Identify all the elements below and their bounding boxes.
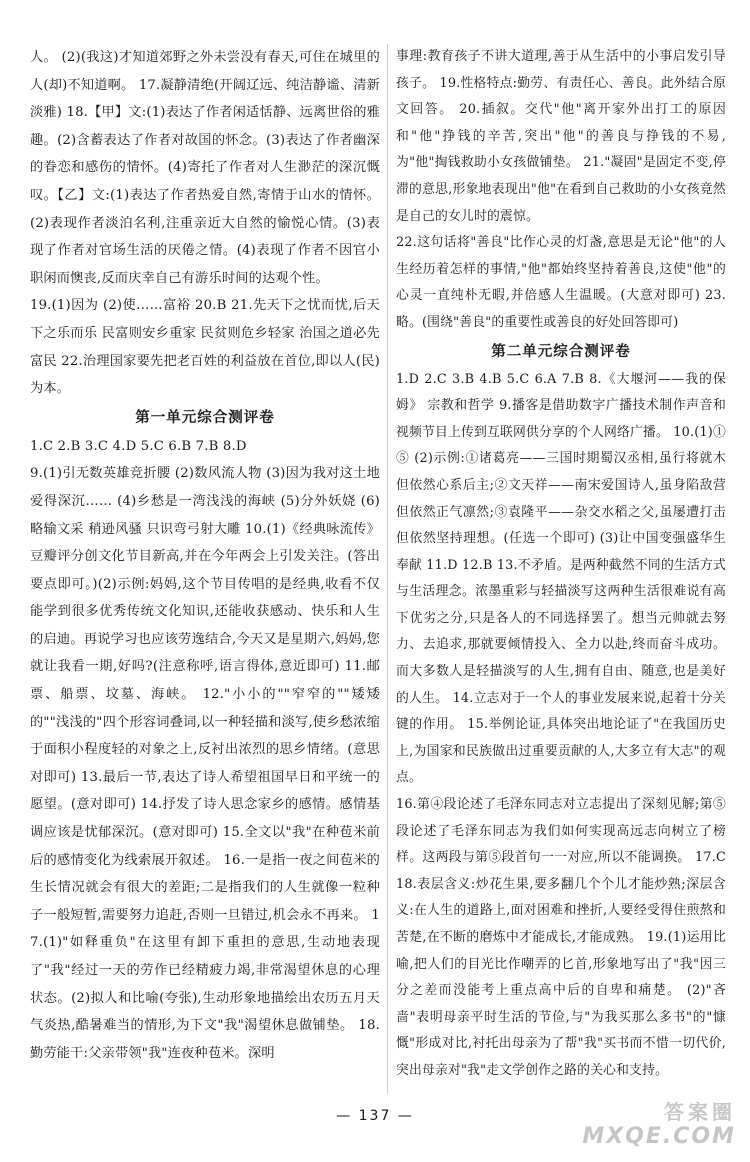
- watermark-line-2: MXQE.COM: [582, 1124, 736, 1149]
- right-section-paragraph-2: 16.第④段论述了毛泽东同志对立志提出了深刻见解;第⑤段论述了毛泽东同志为我们如何实现高远志向树立了榜样。这两段与第⑤段首句一一对应,所以不能调换。 17.C 18.表层含义:炒花生果,要多翻几个个儿才能炒熟;深层含义:在人生的道路上,面对困难和挫折,人要经受得住煎熬和苦楚,在不断的磨炼中才能成长,才能成熟。 19.(1)运用比喻,把人们的目光比作嘲弄的匕首,形象地写出了"我"因三分之差而没能考上重点高中后的自卑和痛楚。 (2)"吝啬"表明母亲平时生活的节俭,与"为我买那么多书"的"慷慨"形成对比,衬托出母亲为了帮"我"买书而不惜一切代价,突出母亲对"我"走文学创作之路的关心和支持。: [396, 797, 726, 1078]
- page-number: — 137 —: [336, 1108, 414, 1124]
- right-paragraph-2: 22.这句话将"善良"比作心灵的灯盏,意思是无论"他"的人生经历着怎样的事情,"他"都始终坚持着善良,这使"他"的心灵一直纯朴无暇,并倍感人生温暖。(大意对即可) 23.略。(围绕"善良"的重要性或善良的好处回答即可): [396, 235, 726, 330]
- section-title-unit-1: 第一单元综合测评卷: [135, 409, 275, 426]
- watermark-logo: [576, 1100, 736, 1152]
- section-title-unit-2: 第二单元综合测评卷: [491, 343, 631, 360]
- right-paragraph-1: 事理:教育孩子不讲大道理,善于从生活中的小事启发引导孩子。 19.性格特点:勤劳、有责任心、善良。此外结合原文回答。 20.插叙。交代"他"离开家外出打工的原因和"他"挣钱的辛苦,突出"他"的善良与挣钱的不易,为"他"掏钱救助小女孩做铺垫。 21."凝固"是固定不变,停滞的意思,形象地表现出"他"在看到自己救助的小女孩竟然是自己的女儿时的震惊。: [396, 49, 726, 224]
- watermark-line-1: 答案圈: [664, 1100, 736, 1124]
- right-column: [396, 44, 726, 1085]
- left-section-paragraph-2: 9.(1)引无数英雄竞折腰 (2)数风流人物 (3)因为我对这土地爱得深沉…… (4)乡愁是一湾浅浅的海峡 (5)分外妖娆 (6)略输文采 稍逊风骚 只识弯弓射大雕 10.(1)《经典咏流传》豆瓣评分创文化节目新高,并在今年两会上引发关注。(答出要点即可。)(2)示例:妈妈,这个节目传唱的是经典,收看不仅能学到很多优秀传统文化知识,还能收获感动、快乐和人生的启迪。再说学习也应该劳逸结合,今天又是星期六,妈妈,您就让我看一期,好吗?(注意称呼,语言得体,意近即可) 11.邮票、船票、坟墓、海峡。 12."小小的""窄窄的""矮矮的""浅浅的"四个形容词叠词,以一种轻描和淡写,使乡愁浓缩于面积小程度轻的对象之上,反衬出浓烈的思乡情绪。(意思对即可) 13.最后一节,表达了诗人希望祖国早日和平统一的愿望。(意对即可) 14.抒发了诗人思念家乡的感情。感情基调应该是忧郁深沉。(意对即可) 15.全文以"我"在种苞米前后的感情变化为线索展开叙述。 16.一是指一夜之间苞米的生长情况就会有很大的差距;二是指我们的人生就像一粒种子一般短暂,需要努力追赶,否则一旦错过,机会永不再来。 17.(1)"如释重负"在这里有卸下重担的意思,生动地表现了"我"经过一天的劳作已经精疲力竭,非常渴望休息的心理状态。(2)拟人和比喻(夸张),生动形象地描绘出农历五月天气炎热,酷暑难当的情形,为下文"我"渴望休息做铺垫。 18.勤劳能干:父亲带领"我"连夜种苞米。深明: [30, 466, 380, 1061]
- left-paragraph-1: 人。 (2)(我这)才知道郊野之外未尝没有春天,可住在城里的人(却)不知道啊。 17.凝静清绝(开阔辽远、纯洁静谧、清新淡雅) 18.【甲】文:(1)表达了作者闲适恬静、远离世俗的雅趣。(2)含蓄表达了作者对故国的怀念。(3)表达了作者幽深的眷恋和感伤的情怀。(4)寄托了作者对人生渺茫的深沉慨叹。【乙】文:(1)表达了作者热爱自然,寄情于山水的情怀。(2)表现作者淡泊名利,注重亲近大自然的愉悦心情。(3)表现了作者对官场生活的厌倦之情。(4)表现了作者不因官小职闲而懊丧,反而庆幸自己有游乐时间的达观个性。: [30, 50, 380, 286]
- right-section-paragraph-1: 1.D 2.C 3.B 4.B 5.C 6.A 7.B 8.《大堰河——我的保姆》 宗教和哲学 9.播客是借助数字广播技术制作声音和视频节目上传到互联网供分享的个人网络广播。 10.(1)①⑤ (2)示例:①诸葛亮——三国时期蜀汉丞相,虽行将就木但依然心系后主;②文天祥——南宋爱国诗人,虽身陷敌营但依然正气凛然;③袁隆平——杂交水稻之父,虽屡遭打击但依然坚持理想。(任选一个即可) (3)让中国变强盛华生奉献 11.D 12.B 13.不矛盾。是两种截然不同的生活方式与生活理念。浓墨重彩与轻描淡写这两种生活很难说有高下优劣之分,只是各人的不同选择罢了。想当元帅就去努力、去追求,那就要倾情投入、全力以赴,终而奋斗成功。而大多数人是轻描淡写的人生,拥有自由、随意,也是美好的人生。 14.立志对于一个人的事业发展来说,起着十分关键的作用。 15.举例论证,具体突出地论证了"在我国历史上,为国家和民族做出过重要贡献的人,大多立有大志"的观点。: [396, 371, 726, 786]
- left-paragraph-2: 19.(1)因为 (2)使……富裕 20.B 21.先天下之忧而忧,后天下之乐而乐 民富则安乡重家 民贫则危乡轻家 治国之道必先富民 22.治理国家要先把老百姓的利益放在首位,即以人(民)为本。: [30, 298, 380, 397]
- left-column: [30, 44, 380, 1067]
- left-section-paragraph-1: 1.C 2.B 3.C 4.D 5.C 6.B 7.B 8.D: [30, 438, 247, 454]
- column-divider: [387, 44, 388, 1094]
